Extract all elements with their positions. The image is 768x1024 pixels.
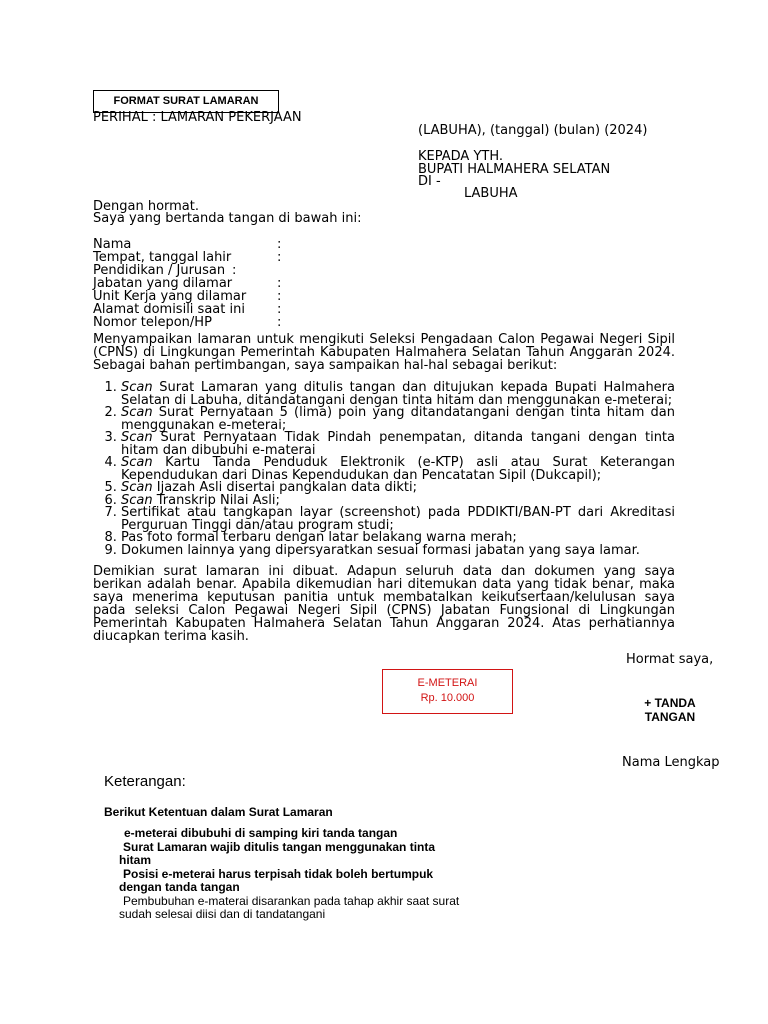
recipient-line-4: LABUHA	[464, 186, 518, 201]
list-item-text: Surat Pernyataan Tidak Pindah penempatan, ditanda tangani dengan tinta hitam dan dibubuhi e-materai	[121, 430, 675, 458]
list-item-text: Transkrip Nilai Asli;	[152, 492, 280, 508]
list-item-emphasis: Scan	[121, 492, 153, 508]
meterai-label: E-METERAI	[417, 677, 478, 689]
field-colon: :	[277, 302, 282, 317]
closing-salutation: Hormat saya,	[626, 652, 714, 667]
list-item-text: Pas foto formal terbaru dengan latar belakang warna merah;	[121, 530, 517, 545]
recipient-line-3: DI -	[418, 174, 441, 189]
list-item-emphasis: Scan	[121, 480, 153, 495]
note-item: Posisi e-meterai harus terpisah tidak boleh bertumpuk dengan tanda tangan	[119, 867, 434, 894]
list-item-emphasis: Scan	[121, 405, 153, 420]
note-item: Surat Lamaran wajib ditulis tangan menggunakan tinta hitam	[119, 840, 436, 867]
field-colon: :	[277, 289, 282, 304]
full-name-placeholder: Nama Lengkap	[622, 755, 720, 770]
notes-title: Keterangan:	[104, 773, 186, 790]
recipient-line-1: KEPADA YTH.	[418, 149, 504, 164]
intro-line: Saya yang bertanda tangan di bawah ini:	[93, 211, 362, 226]
field-colon: :	[277, 315, 282, 330]
field-colon: :	[277, 276, 282, 291]
list-item-text: Kartu Tanda Penduduk Elektronik (e-KTP) asli atau Surat Keterangan Kependudukan dari Dinas Kependudukan dan Pencatatan Sipil (Dukcapil);	[121, 455, 675, 483]
field-label-birth: Tempat, tanggal lahir	[93, 250, 232, 265]
field-label-position: Jabatan yang dilamar	[93, 276, 233, 291]
signature-line-2: TANGAN	[644, 710, 696, 724]
list-item-text: Ijazah Asli disertai pangkalan data dikti;	[152, 480, 417, 495]
field-colon: :	[232, 263, 237, 278]
list-item-text: Surat Pernyataan 5 (lima) poin yang ditandatangani dengan tinta hitam dan menggunakan e-meterai;	[121, 405, 675, 433]
opening-paragraph: Menyampaikan lamaran untuk mengikuti Seleksi Pengadaan Calon Pegawai Negeri Sipil (CPNS) di Lingkungan Pemerintah Kabupaten Halmahera Selatan Tahun Anggaran 2024. Sebagai bahan pertimbangan, saya sampaikan hal-hal sebagai berikut:	[93, 332, 675, 373]
field-colon: :	[277, 237, 282, 252]
signature-placeholder	[628, 696, 712, 724]
list-item-text: Sertifikat atau tangkapan layar (screenshot) pada PDDIKTI/BAN-PT dari Akreditasi Perguruan Tinggi dan/atau program studi;	[121, 505, 675, 533]
field-label-education: Pendidikan / Jurusan	[93, 263, 226, 278]
place-date: (LABUHA), (tanggal) (bulan) (2024)	[418, 123, 648, 138]
requirements-list	[93, 382, 675, 557]
field-label-address: Alamat domisili saat ini	[93, 302, 245, 317]
list-item-text: Dokumen lainnya yang dipersyaratkan sesuai formasi jabatan yang saya lamar.	[121, 542, 640, 558]
recipient-line-2: BUPATI HALMAHERA SELATAN	[418, 162, 611, 177]
note-item: Pembubuhan e-materai disarankan pada tahap akhir saat surat sudah selesai diisi dan di tandatangani	[119, 894, 460, 921]
list-item	[121, 382, 675, 407]
field-label-unit: Unit Kerja yang dilamar	[93, 289, 247, 304]
subject-line: PERIHAL : LAMARAN PEKERJAAN	[93, 110, 302, 125]
list-item-emphasis: Scan	[121, 455, 153, 470]
list-item	[121, 432, 675, 457]
list-item	[121, 407, 675, 432]
notes-heading: Berikut Ketentuan dalam Surat Lamaran	[104, 805, 333, 819]
list-item	[121, 457, 675, 482]
e-meterai-stamp-box	[382, 669, 513, 714]
greeting: Dengan hormat.	[93, 199, 200, 214]
document-format-label: FORMAT SURAT LAMARAN	[93, 90, 279, 113]
closing-paragraph: Demikian surat lamaran ini dibuat. Adapun seluruh data dan dokumen yang saya berikan adalah benar. Apabila dikemudian hari ditemukan data yang tidak benar, maka saya menerima keputusan panitia untuk membatalkan keikutsertaan/kelulusan saya pada seleksi Calon Pegawai Negeri Sipil (CPNS) Jabatan Fungsional di Lingkungan Pemerintah Kabupaten Halmahera Selatan Tahun Anggaran 2024. Atas perhatiannya diucapkan terima kasih.	[93, 564, 675, 645]
list-item	[121, 507, 675, 532]
list-item-emphasis: Scan	[121, 430, 153, 445]
list-item	[121, 542, 675, 558]
field-label-name: Nama	[93, 237, 132, 252]
signature-line-1: + TANDA	[644, 696, 696, 710]
note-item: e-meterai dibubuhi di samping kiri tanda tangan	[124, 826, 398, 840]
meterai-value: Rp. 10.000	[420, 692, 475, 704]
list-item-text: Surat Lamaran yang ditulis tangan dan ditujukan kepada Bupati Halmahera Selatan di Labuha, ditandatangani dengan tinta hitam dan menggunakan e-meterai;	[121, 380, 675, 408]
field-colon: :	[277, 250, 282, 265]
field-label-phone: Nomor telepon/HP	[93, 315, 212, 330]
list-item-emphasis: Scan	[121, 380, 153, 395]
